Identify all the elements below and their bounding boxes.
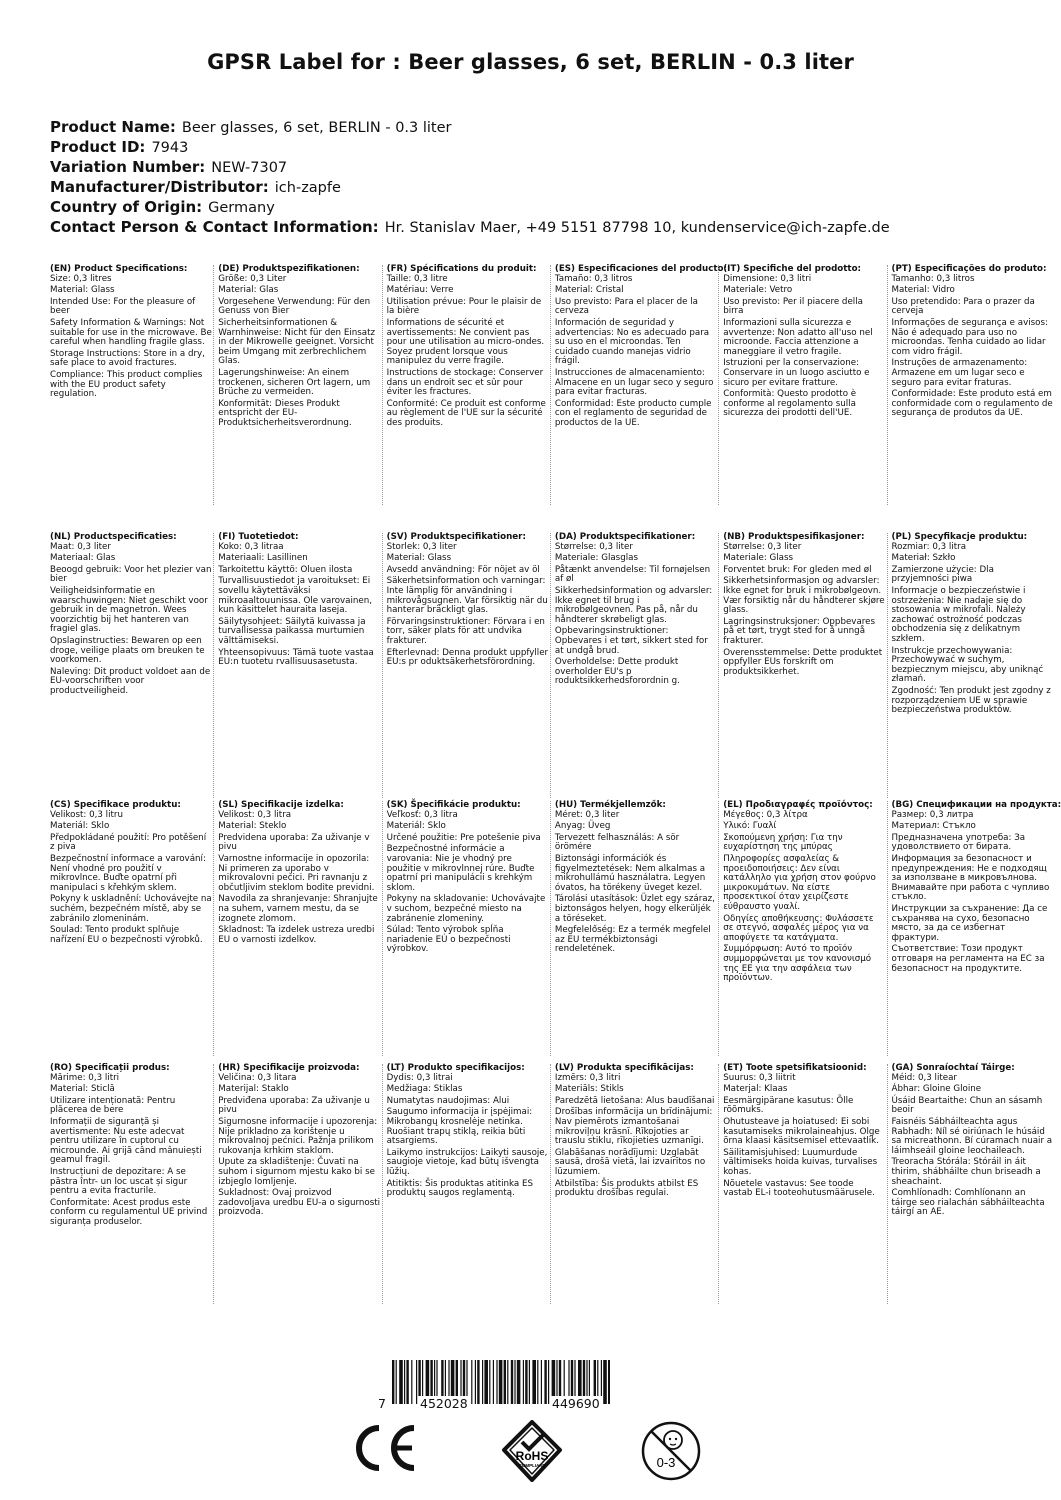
- not-for-children-0-3-icon: [640, 1420, 702, 1482]
- language-spec-line: Utilisation prévue: Pour le plaisir de la bière: [386, 296, 542, 317]
- language-spec-line: Sukladnost: Ovaj proizvod zadovoljava uredbu EU-a o sigurnosti proizvoda.: [218, 1188, 381, 1218]
- language-spec-block: [218, 801, 380, 945]
- language-spec-line: Informations de sécurité et avertissements: Ne convient pas pour une utilisation au micro-ondes. Soyez prudent lorsque vous manipulez du verre fragile.: [386, 317, 545, 367]
- language-spec-line: Conformidad: Este producto cumple con el reglamento de seguridad de productos de la UE.: [554, 398, 712, 428]
- language-spec-block: [555, 1064, 717, 1199]
- language-spec-line: Материал: Стъкло: [891, 821, 976, 832]
- language-spec-block: [50, 265, 212, 400]
- language-spec-line: Materiaali: Lasillinen: [218, 553, 308, 564]
- language-spec-line: Predvidena uporaba: Za uživanje v pivu: [218, 832, 370, 853]
- language-spec-line: Información de seguridad y advertencias: No es adecuado para su uso en el microondas. Ten cuidado cuando manejas vidrio frágil.: [554, 317, 710, 367]
- language-spec-line: Informacje o bezpieczeństwie i ostrzeżenia: Nie nadaje się do stosowania w mikrofali. Należy zachować ostrożność podczas obchodzenia się z delikatnym szkłem.: [891, 585, 1026, 644]
- language-spec-line: Materiál: Sklo: [386, 821, 446, 832]
- barcode-bar: [511, 1360, 513, 1404]
- language-spec-block: [554, 264, 727, 429]
- language-spec-line: Tamanho: 0,3 litros: [891, 273, 975, 284]
- contact-row: [50, 218, 890, 238]
- barcode-bar: [475, 1360, 476, 1404]
- language-spec-line: Megfelelőség: Ez a termék megfelel az EU termékbiztonsági rendeletének.: [554, 925, 711, 955]
- language-spec-line: Size: 0,3 litres: [50, 273, 112, 284]
- barcode-bar: [484, 1360, 488, 1404]
- language-spec-heading: (ES) Especificaciones del producto:: [554, 264, 727, 274]
- column-divider: [213, 1064, 215, 1304]
- language-spec-line: Matériau: Verre: [386, 285, 454, 296]
- barcode-bar: [499, 1360, 503, 1404]
- column-divider: [887, 1064, 889, 1304]
- language-spec-line: Ohutusteave ja hoiatused: Ei sobi kasutamiseks mikrolaineahjus. Olge õrna klaasi käsitsemisel ettevaatlik.: [723, 1116, 880, 1147]
- language-spec-line: Yhteensopivuus: Tämä tuote vastaa EU:n tuotetu rvallisuusasetusta.: [218, 647, 374, 668]
- language-spec-line: Vorgesehene Verwendung: Für den Genuss von Bier: [218, 296, 371, 317]
- language-spec-heading: (FR) Spécifications du produit:: [386, 264, 537, 274]
- language-spec-line: Velikost: 0,3 litra: [218, 809, 292, 820]
- column-divider: [887, 801, 889, 1056]
- language-spec-line: Určené použitie: Pre potešenie piva: [386, 832, 541, 843]
- language-spec-line: Größe: 0,3 Liter: [218, 273, 287, 284]
- language-spec-line: Materiál: Sklo: [50, 821, 110, 832]
- rohs-text: RoHS: [515, 1449, 549, 1463]
- language-spec-line: Ábhar: Gloine Gloine: [891, 1084, 982, 1095]
- language-spec-line: Sikkerhedsinformation og advarsler: Ikke egnet til brug i mikrobølgeovnen. Pas på, når du håndterer skrøbeligt glas.: [554, 585, 713, 625]
- barcode-bar: [537, 1360, 538, 1404]
- language-spec-line: Conformità: Questo prodotto è conforme al regolamento sulla sicurezza dei prodotti dell'UE.: [723, 389, 857, 419]
- barcode-bar: [406, 1360, 408, 1404]
- language-spec-line: Οδηγίες αποθήκευσης: Φυλάσσετε σε στεγνό, ασφαλές μέρος για να αποφύγετε τα κατάγματα.: [723, 913, 874, 943]
- language-spec-line: Veiligheidsinformatie en waarschuwingen: Niet geschikt voor gebruik in de magnetron. Wees voorzichtig bij het hanteren van fragiel glas.: [50, 585, 208, 635]
- language-spec-line: Varnostne informacije in opozorila: Ni primeren za uporabo v mikrovalovni pečici. Pri ravnanju z občutljivim steklom bodite previdni.: [218, 853, 375, 893]
- language-spec-heading: (DE) Produktspezifikationen:: [218, 264, 360, 274]
- language-spec-line: Maat: 0,3 liter: [50, 541, 111, 552]
- compliance-marks: [0, 1420, 1061, 1490]
- column-divider: [382, 265, 384, 505]
- language-spec-line: Intended Use: For the pleasure of beer: [50, 296, 196, 317]
- language-spec-line: Nõuetele vastavus: See toode vastab EL-i tooteohutusmäärusele.: [723, 1178, 875, 1199]
- language-spec-block: [892, 533, 1054, 716]
- language-spec-heading: (CS) Specifikace produktu:: [50, 800, 181, 810]
- language-spec-line: Instructions de stockage: Conserver dans un endroit sec et sûr pour éviter les fractures.: [386, 367, 544, 398]
- language-spec-block: [892, 265, 1054, 419]
- contact-value: Hr. Stanislav Maer, +49 5151 87798 10, kundenservice@ich-zapfe.de: [384, 220, 890, 236]
- column-divider: [718, 1064, 720, 1304]
- language-spec-line: Säilitamisjuhised: Luumurdude vältimiseks hoida kuivas, turvalises kohas.: [723, 1147, 878, 1177]
- barcode-bar: [489, 1360, 490, 1404]
- language-spec-block: [50, 1064, 212, 1228]
- age-range-text: 0-3: [656, 1455, 676, 1470]
- language-spec-line: Sigurnosne informacije i upozorenja: Nije prikladno za korištenje u mikrovalnoj pećnici. Pažnja prilikom rukovanja krhkim staklom.: [218, 1116, 378, 1156]
- language-spec-line: Velikost: 0,3 litru: [50, 809, 123, 820]
- barcode-bar: [523, 1360, 524, 1404]
- language-spec-line: Materiaal: Glas: [50, 553, 116, 564]
- language-spec-line: Material: Glass: [50, 285, 115, 296]
- language-spec-block: [723, 265, 885, 419]
- language-spec-line: Zamierzone użycie: Dla przyjemności piwa: [891, 564, 994, 585]
- language-spec-line: Atitiktis: Šis produktas atitinka ES produktų saugos reglamentą.: [386, 1178, 534, 1199]
- product-id-row: [50, 138, 890, 158]
- language-spec-line: Säilytysohjeet: Säilytä kuivassa ja turvallisessa paikassa murtumien välttämiseksi.: [218, 616, 366, 646]
- barcode-bar: [541, 1360, 542, 1404]
- language-spec-line: Pokyny na skladovanie: Uchovávajte v suchom, bezpečné miesto na zabránenie zlomeniny.: [386, 894, 546, 924]
- column-divider: [887, 265, 889, 505]
- language-spec-line: Materiale: Vetro: [723, 285, 793, 296]
- language-spec-line: Paredzētā lietošana: Alus baudīšanai: [554, 1095, 715, 1106]
- language-spec-block: [723, 1064, 885, 1199]
- language-spec-line: Soulad: Tento produkt splňuje nařízení EU o bezpečnosti výrobků.: [50, 925, 203, 945]
- language-spec-line: Materiał: Szkło: [891, 553, 956, 564]
- language-spec-line: Mărime: 0,3 litri: [50, 1072, 120, 1083]
- country-row: [50, 198, 890, 218]
- language-spec-line: Safety Information & Warnings: Not suitable for use in the microwave. Be careful when handling fragile glass.: [50, 317, 212, 348]
- language-spec-line: Förvaringsinstruktioner: Förvara i en torr, säker plats för att undvika frakturer.: [386, 616, 545, 646]
- language-spec-line: Uso pretendido: Para o prazer da cerveja: [891, 296, 1035, 317]
- language-spec-line: Súlad: Tento výrobok spĺňa nariadenie EÚ o bezpečnosti výrobkov.: [386, 925, 511, 955]
- language-spec-heading: (LT) Produkto specifikacijos:: [386, 1063, 525, 1073]
- language-spec-line: Předpokládané použití: Pro potěšení z piva: [50, 832, 207, 853]
- language-spec-line: Izmērs: 0,3 litri: [554, 1072, 621, 1083]
- language-spec-line: Lagerungshinweise: An einem trockenen, sicheren Ort lagern, um Brüche zu vermeiden.: [218, 367, 371, 398]
- barcode-bar: [482, 1360, 483, 1404]
- language-spec-block: [387, 1064, 549, 1199]
- rohs-subtext: COMPLIANT: [518, 1463, 546, 1468]
- country-value: Germany: [208, 200, 275, 216]
- language-spec-block: [723, 801, 885, 984]
- language-spec-line: Istruzioni per la conservazione: Conservare in un luogo asciutto e sicuro per evitare fratture.: [723, 358, 870, 388]
- manufacturer-row: [50, 178, 890, 198]
- language-spec-line: Overensstemmelse: Dette produktet oppfyller EUs forskrift om produktsikkerhet.: [723, 647, 883, 677]
- language-spec-line: Инструкции за съхранение: Да се съхранява на сухо, безопасно място, за да се избегнат фрактури.: [891, 903, 1048, 943]
- language-spec-line: Conformidade: Este produto está em conformidade com o regulamento de segurança de produtos da UE.: [891, 389, 1053, 419]
- language-spec-line: Faisnéis Sábháilteachta agus Rabhadh: Níl sé oiriúnach le húsáid sa micreathonn. Bí cúramach nuair a láimhseáil gloine leochaileach.: [891, 1116, 1053, 1156]
- barcode: [370, 1360, 620, 1420]
- language-spec-line: Veličina: 0,3 litara: [218, 1072, 297, 1083]
- language-spec-line: Materjal: Klaas: [723, 1084, 788, 1095]
- language-spec-line: Compliance: This product complies with the EU product safety regulation.: [50, 369, 203, 400]
- barcode-bar: [517, 1360, 521, 1404]
- barcode-bar: [392, 1360, 394, 1404]
- language-spec-heading: (HR) Specifikacije proizvoda:: [218, 1063, 360, 1073]
- language-spec-line: Bezpečnostné informácie a varovania: Nie je vhodný pre použitie v mikrovlnnej rúre. Buďte opatrní pri manipulácii s krehkým sklom.: [386, 844, 535, 893]
- language-spec-line: Efterlevnad: Denna produkt uppfyller EU:s pr oduktsäkerhetsförordning.: [386, 647, 549, 668]
- variation-number-row: [50, 158, 890, 178]
- language-spec-line: Informazioni sulla sicurezza e avvertenze: Non adatto all'uso nel microonde. Faccia attenzione a maneggiare il vetro fragile.: [723, 317, 873, 357]
- language-spec-line: Säkerhetsinformation och varningar: Inte lämplig för användning i mikrovågsugnen. Var försiktig när du hanterar bräckligt glas.: [386, 576, 548, 616]
- language-spec-block: [387, 801, 549, 955]
- manufacturer-label: Manufacturer/Distributor:: [50, 178, 269, 196]
- language-spec-line: Conformité: Ce produit est conforme au règlement de l'UE sur la sécurité des produits.: [386, 398, 546, 428]
- language-spec-line: Glabāšanas norādījumi: Uzglabāt sausā, drošā vietā, lai izvairītos no lūzumiem.: [554, 1147, 706, 1177]
- language-spec-line: Koko: 0,3 litraa: [218, 541, 284, 552]
- column-divider: [382, 801, 384, 1056]
- barcode-bar: [544, 1360, 546, 1404]
- language-spec-line: Konformität: Dieses Produkt entspricht der EU-Produktsicherheitsverordnung.: [218, 398, 352, 428]
- barcode-bar: [532, 1360, 536, 1404]
- language-spec-heading: (RO) Specificații produs:: [50, 1063, 170, 1073]
- language-spec-line: Предназначена употреба: За удоволствието от бирата.: [891, 832, 1026, 853]
- manufacturer-value: ich-zapfe: [274, 180, 341, 196]
- language-spec-line: Biztonsági információk és figyelmeztetések: Nem alkalmas a mikrohullámú használatra. Legyen óvatos, ha törékeny üveget kezel.: [554, 853, 706, 893]
- column-divider: [887, 533, 889, 798]
- language-spec-heading: (IT) Specifiche del prodotto:: [723, 264, 862, 274]
- language-spec-line: Forventet bruk: For gleden med øl: [723, 564, 872, 575]
- column-divider: [213, 265, 215, 505]
- language-spec-line: Materijal: Staklo: [218, 1084, 289, 1095]
- language-spec-line: Drošības informācija un brīdinājumi: Nav piemērots izmantošanai mikroviļņu krāsnī. Rīkojoties ar trauslu stiklu, rīkojieties uzmanīgi.: [554, 1107, 713, 1147]
- language-spec-line: Tamaño: 0,3 litros: [554, 273, 633, 284]
- language-spec-line: Material: Vidro: [891, 285, 955, 296]
- language-spec-line: Størrelse: 0,3 liter: [554, 541, 633, 552]
- variation-number-value: NEW-7307: [211, 160, 288, 176]
- barcode-bar: [525, 1360, 527, 1404]
- language-spec-line: Comhlíonadh: Comhlíonann an táirge seo rialachán sábháilteachta táirgí an AE.: [891, 1188, 1045, 1218]
- language-spec-heading: (NB) Produktspesifikasjoner:: [723, 532, 865, 542]
- column-divider: [213, 533, 215, 798]
- barcode-bar: [477, 1360, 479, 1404]
- product-name-row: [50, 118, 890, 138]
- language-spec-line: Atbilstība: Šis produkts atbilst ES produktu drošības regulai.: [554, 1178, 699, 1199]
- language-spec-line: Beoogd gebruik: Voor het plezier van bier: [50, 564, 212, 585]
- language-spec-line: Μέγεθος: 0,3 λίτρα: [723, 809, 808, 820]
- language-spec-block: [555, 533, 717, 687]
- language-spec-block: [892, 1064, 1054, 1218]
- language-spec-line: Material: Glas: [218, 285, 279, 296]
- language-spec-line: Dimensione: 0,3 litri: [723, 273, 812, 284]
- language-spec-line: Lagringsinstruksjoner: Oppbevares på et tørt, trygt sted for å unngå frakturer.: [723, 616, 876, 646]
- product-info: [50, 118, 890, 238]
- column-divider: [550, 1064, 552, 1304]
- barcode-bar: [404, 1360, 405, 1404]
- language-spec-line: Medžiaga: Stiklas: [386, 1084, 463, 1095]
- language-spec-line: Sicherheitsinformationen & Warnhinweise: Nicht für den Einsatz in der Mikrowelle geeignet. Vorsicht beim Umgang mit zerbrechlichem Glas.: [218, 317, 376, 367]
- barcode-bar: [396, 1360, 397, 1404]
- barcode-bar: [496, 1360, 497, 1404]
- language-spec-line: Upute za skladištenje: Čuvati na suhom i sigurnom mjestu kako bi se izbjeglo lomljenje.: [218, 1157, 375, 1187]
- page-title: GPSR Label for : Beer glasses, 6 set, BERLIN - 0.3 liter: [207, 50, 854, 74]
- language-spec-line: Numatytas naudojimas: Alui: [386, 1095, 510, 1106]
- barcode-bar: [504, 1360, 506, 1404]
- language-spec-heading: (GA) Sonraíochtaí Táirge:: [891, 1063, 1015, 1073]
- language-spec-block: [50, 533, 212, 697]
- language-spec-line: Tervezett felhasználás: A sör örömére: [554, 832, 680, 853]
- language-spec-line: Pokyny k uskladnění: Uchovávejte na suchém, bezpečném místě, aby se zabránilo zlomeninám.: [50, 894, 212, 924]
- language-spec-line: Overholdelse: Dette produkt overholder EU's p roduktsikkerhedsforordnin g.: [554, 657, 680, 687]
- language-spec-line: Opbevaringsinstruktioner: Opbevares i et tørt, sikkert sted for at undgå brud.: [554, 626, 708, 656]
- language-spec-line: Materiāls: Stikls: [554, 1084, 624, 1095]
- language-spec-line: Instruções de armazenamento: Armazene em um lugar seco e seguro para evitar fraturas.: [891, 358, 1028, 388]
- language-spec-line: Съответствие: Този продукт отговаря на регламента на ЕС за безопасност на продуктите.: [891, 944, 1045, 974]
- language-spec-heading: (EN) Product Specifications:: [50, 264, 188, 274]
- language-spec-heading: (FI) Tuotetiedot:: [218, 532, 299, 542]
- language-spec-line: Material: Cristal: [554, 285, 624, 296]
- language-spec-line: Υλικό: Γυαλί: [723, 821, 777, 832]
- language-spec-line: Veľkosť: 0,3 litra: [386, 809, 458, 820]
- language-spec-block: [218, 533, 380, 668]
- barcode-bar: [411, 1360, 412, 1404]
- language-spec-line: Skladnost: Ta izdelek ustreza uredbi EU o varnosti izdelkov.: [218, 925, 375, 945]
- language-spec-heading: (SK) Špecifikácie produktu:: [386, 800, 521, 810]
- language-spec-line: Tárolási utasítások: Üzlet egy száraz, biztonságos helyen, hogy elkerüljék a töréseket.: [554, 894, 715, 924]
- language-spec-line: Размер: 0,3 литра: [891, 809, 974, 820]
- language-spec-line: Material: Glass: [386, 553, 452, 564]
- barcode-bar: [399, 1360, 403, 1404]
- product-name-value: Beer glasses, 6 set, BERLIN - 0.3 liter: [181, 120, 452, 136]
- language-spec-line: Instrucțiuni de depozitare: A se păstra într- un loc uscat și sigur pentru a evita fracturile.: [50, 1166, 188, 1197]
- language-spec-line: Laikymo instrukcijos: Laikyti sausoje, saugioje vietoje, kad būtų išvengta lūžių.: [386, 1147, 548, 1177]
- language-spec-line: Avsedd användning: För nöjet av öl: [386, 564, 540, 575]
- language-spec-line: Úsáid Beartaithe: Chun an sásamh beoir: [891, 1095, 1043, 1116]
- product-name-label: Product Name:: [50, 118, 176, 136]
- column-divider: [550, 265, 552, 505]
- language-spec-line: Taille: 0,3 litre: [386, 273, 448, 284]
- language-spec-line: Informații de siguranță și avertismente: Nu este adecvat pentru utilizare în cuptorul cu microunde. Ai grijă când mânuiești geamul fragil.: [50, 1116, 202, 1166]
- column-divider: [718, 801, 720, 1056]
- barcode-bar: [493, 1360, 494, 1404]
- language-spec-line: Sikkerhetsinformasjon og advarsler: Ikke egnet for bruk i mikrobølgeovn. Vær forsiktig når du håndterer skjøre glass.: [723, 576, 885, 616]
- language-spec-line: Информация за безопасност и предупреждения: Не е подходящ за използване в микровълнова. Внимавайте при работа с чупливо стъкло.: [891, 853, 1050, 903]
- language-spec-heading: (HU) Termékjellemzők:: [554, 800, 666, 810]
- language-spec-line: Πληροφορίες ασφαλείας & προειδοποιήσεις: Δεν είναι κατάλληλο για χρήση στον φούρνο μικροκυμάτων. Να είστε προσεκτικοί όταν χειρίζεστε εύθραυστο γυαλί.: [723, 853, 876, 912]
- barcode-bar: [603, 1360, 607, 1404]
- language-spec-line: Informações de segurança e avisos: Não é adequado para uso no microondas. Tenha cuidado ao lidar com vidro frágil.: [891, 317, 1048, 357]
- language-spec-line: Uso previsto: Per il piacere della birra: [723, 296, 863, 317]
- variation-number-label: Variation Number:: [50, 158, 206, 176]
- language-spec-block: [50, 801, 212, 945]
- language-spec-heading: (SL) Specifikacije izdelka:: [218, 800, 344, 810]
- language-spec-heading: (DA) Produktspecifikationer:: [554, 532, 696, 542]
- language-spec-line: Naleving: Dit product voldoet aan de EU-voorschriften voor productveiligheid.: [50, 666, 211, 696]
- language-spec-line: Utilizare intenționată: Pentru plăcerea de bere: [50, 1095, 176, 1116]
- language-spec-heading: (LV) Produkta specifikācijas:: [554, 1063, 694, 1073]
- language-spec-line: Συμμόρφωση: Αυτό το προϊόν συμμορφώνεται με τον κανονισμό της ΕΕ για την ασφάλεια των προϊόντων.: [723, 944, 872, 984]
- language-spec-line: Material: Sticlă: [50, 1084, 115, 1095]
- language-spec-line: Méid: 0,3 litear: [891, 1072, 958, 1083]
- barcode-digits-left: 452028: [420, 1396, 468, 1411]
- barcode-digit-first: 7: [378, 1396, 386, 1411]
- column-divider: [382, 1064, 384, 1304]
- language-spec-line: Navodila za shranjevanje: Shranjujte na suhem, varnem mestu, da se izognete zlomom.: [218, 894, 378, 924]
- language-spec-line: Material: Steklo: [218, 821, 287, 832]
- language-spec-block: [891, 800, 1061, 974]
- language-spec-heading: (EL) Προδιαγραφές προϊόντος:: [723, 800, 873, 810]
- language-spec-line: Anyag: Üveg: [554, 821, 611, 832]
- language-spec-line: Saugumo informacija ir įspėjimai: Mikrobangų krosnelėje netinka. Ruošiant trapų stiklą, reikia būti atsargiems.: [386, 1107, 533, 1147]
- language-spec-line: Zgodność: Ten produkt jest zgodny z rozporządzeniem UE w sprawie bezpieczeństwa produktów.: [891, 685, 1051, 716]
- language-spec-line: Méret: 0,3 liter: [554, 809, 620, 820]
- barcode-bar: [514, 1360, 515, 1404]
- language-spec-block: [218, 1064, 380, 1218]
- language-spec-heading: (NL) Productspecificaties:: [50, 532, 177, 542]
- column-divider: [213, 801, 215, 1056]
- column-divider: [382, 533, 384, 798]
- language-spec-heading: (PL) Specyfikacje produktu:: [891, 532, 1028, 542]
- barcode-bar: [471, 1360, 472, 1404]
- column-divider: [550, 533, 552, 798]
- language-spec-heading: (ET) Toote spetsifikatsioonid:: [723, 1063, 867, 1073]
- country-label: Country of Origin:: [50, 198, 203, 216]
- language-spec-line: Predviđena uporaba: Za uživanje u pivu: [218, 1095, 370, 1116]
- language-spec-block: [555, 801, 717, 955]
- product-id-label: Product ID:: [50, 138, 146, 156]
- language-spec-line: Σκοπούμενη χρήση: Για την ευχαρίστηση της μπύρας: [723, 832, 843, 853]
- language-spec-line: Treoracha Stórála: Stóráil in áit thirim, shábháilte chun briseadh a sheachaint.: [891, 1157, 1041, 1187]
- language-spec-line: Storlek: 0,3 liter: [386, 541, 457, 552]
- rohs-compliant-icon: [500, 1420, 564, 1482]
- language-spec-line: Dydis: 0,3 litrai: [386, 1072, 453, 1083]
- language-spec-block: [723, 533, 885, 677]
- barcode-bar: [608, 1360, 610, 1404]
- language-spec-line: Bezpečnostní informace a varování: Není vhodné pro použití v mikrovlnce. Buďte opatrní při manipulaci s křehkým sklem.: [50, 853, 206, 893]
- language-spec-block: [387, 265, 549, 429]
- language-spec-line: Tarkoitettu käyttö: Oluen ilosta: [218, 564, 353, 575]
- column-divider: [718, 533, 720, 798]
- language-spec-line: Eesmärgipärane kasutus: Õlle rõõmuks.: [723, 1095, 854, 1116]
- barcode-bar: [507, 1360, 508, 1404]
- barcode-bar: [529, 1360, 530, 1404]
- language-spec-line: Materiale: Glasglas: [554, 553, 638, 564]
- language-spec-heading: (PT) Especificações do produto:: [891, 264, 1047, 274]
- language-spec-line: Påtænkt anvendelse: Til fornøjelsen af øl: [554, 564, 711, 585]
- language-spec-line: Conformitate: Acest produs este conform cu regulamentul UE privind siguranța produselor.: [50, 1197, 208, 1227]
- language-spec-block: [218, 265, 380, 429]
- language-spec-line: Turvallisuustiedot ja varoitukset: Ei sovellu käytettäväksi mikroaaltouunissa. Ole varovainen, kun käsittelet hauraita laseja.: [218, 576, 373, 616]
- language-spec-line: Materiale: Glass: [723, 553, 794, 564]
- product-id-value: 7943: [151, 140, 189, 156]
- language-spec-line: Uso previsto: Para el placer de la cerveza: [554, 296, 698, 317]
- language-spec-line: Storage Instructions: Store in a dry, safe place to avoid fractures.: [50, 348, 205, 369]
- barcode-digits-right: 449690: [552, 1396, 600, 1411]
- language-spec-line: Opslaginstructies: Bewaren op een droge, veilige plaats om breuken te voorkomen.: [50, 635, 205, 666]
- language-spec-heading: (SV) Produktspecifikationer:: [386, 532, 526, 542]
- language-spec-line: Størrelse: 0,3 liter: [723, 541, 802, 552]
- column-divider: [550, 801, 552, 1056]
- language-spec-block: [387, 533, 549, 668]
- column-divider: [718, 265, 720, 505]
- ce-mark-icon: [352, 1422, 420, 1474]
- language-spec-line: Suurus: 0,3 liitrit: [723, 1072, 796, 1083]
- language-spec-line: Instrukcje przechowywania: Przechowywać w suchym, bezpiecznym miejscu, aby uniknąć złamań.: [891, 645, 1044, 685]
- language-spec-heading: (BG) Спецификации на продукта:: [891, 800, 1061, 810]
- language-spec-line: Rozmiar: 0,3 litra: [891, 541, 967, 552]
- contact-label: Contact Person & Contact Information:: [50, 218, 379, 236]
- language-spec-line: Instrucciones de almacenamiento: Almacene en un lugar seco y seguro para evitar fracturas.: [554, 367, 714, 398]
